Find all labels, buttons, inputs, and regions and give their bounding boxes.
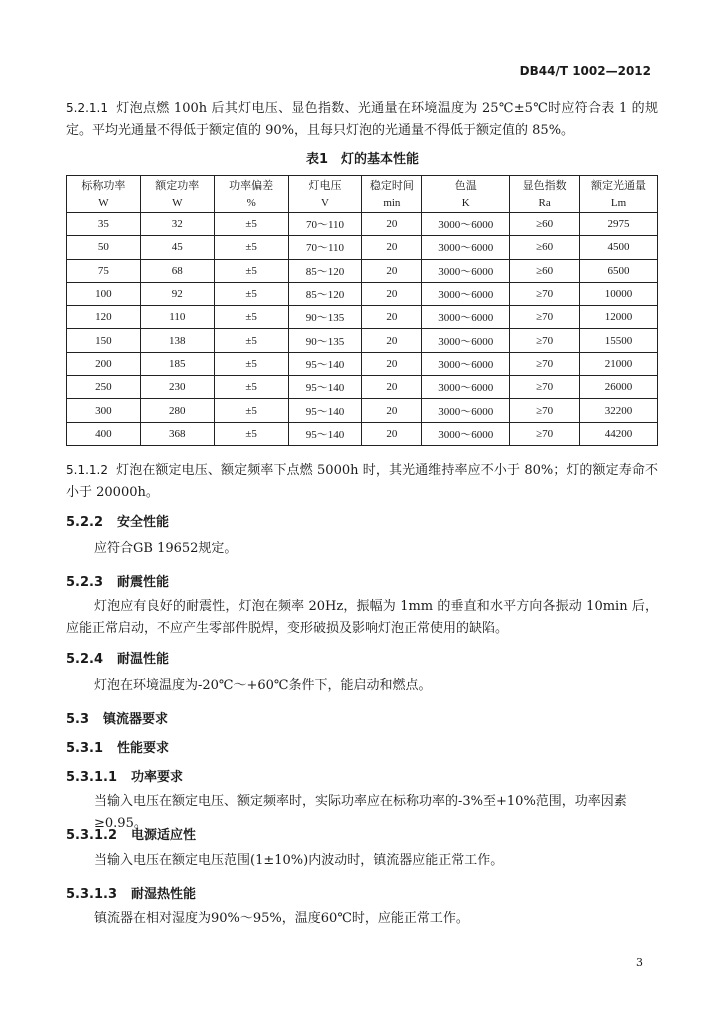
table-row <box>67 259 658 282</box>
table-cell: ±5 <box>214 422 288 445</box>
section-number: 5.2.3 <box>66 575 104 590</box>
table-cell: 26000 <box>580 376 658 399</box>
clause-text: 灯泡在额定电压、额定频率下点燃 5000h 时，其光通维持率应不小于 80%；灯的额定寿命不小于 20000h。 <box>66 463 658 500</box>
table-cell: 90～135 <box>288 306 362 329</box>
table-cell: ±5 <box>214 352 288 375</box>
column-header: 色温 <box>422 176 510 195</box>
section-5-2-3-body: 灯泡应有良好的耐震性，灯泡在频率 20Hz，振幅为 1mm 的垂直和水平方向各振动 10min 后，应能正常启动，不应产生零部件脱焊，变形破损及影响灯泡正常使用的缺陷。 <box>66 599 658 636</box>
column-header: 标称功率 <box>67 176 141 195</box>
table-cell: 100 <box>67 282 141 305</box>
table-cell: 150 <box>67 329 141 352</box>
section-5-2-4-heading <box>66 648 169 667</box>
column-unit: K <box>422 194 510 213</box>
section-number: 5.2.2 <box>66 515 104 530</box>
table-cell: 35 <box>67 213 141 236</box>
table-row <box>67 329 658 352</box>
table-row <box>67 352 658 375</box>
column-header: 稳定时间 <box>362 176 422 195</box>
table-cell: 3000～6000 <box>422 399 510 422</box>
section-5-3-1-2-body: 当输入电压在额定电压范围(1±10%)内波动时，镇流器应能正常工作。 <box>94 853 504 868</box>
table-cell: 6500 <box>580 259 658 282</box>
table-cell: ±5 <box>214 236 288 259</box>
section-5-3-heading <box>66 708 168 727</box>
table-cell: ±5 <box>214 329 288 352</box>
table-header-row <box>67 176 658 195</box>
section-5-2-2-heading <box>66 511 169 530</box>
column-header: 显色指数 <box>510 176 580 195</box>
table-row <box>67 236 658 259</box>
section-title: 耐温性能 <box>117 652 170 667</box>
table-cell: 20 <box>362 306 422 329</box>
page-number: 3 <box>636 956 643 969</box>
section-title: 镇流器要求 <box>103 712 169 727</box>
section-title: 安全性能 <box>117 515 170 530</box>
column-unit: Lm <box>580 194 658 213</box>
section-5-3-1-3-heading <box>66 883 196 902</box>
table-cell: 200 <box>67 352 141 375</box>
table-cell: 15500 <box>580 329 658 352</box>
table-cell: 20 <box>362 259 422 282</box>
column-header: 功率偏差 <box>214 176 288 195</box>
table-cell: 230 <box>140 376 214 399</box>
table-cell: ±5 <box>214 259 288 282</box>
clause-5-1-1-2 <box>66 459 658 504</box>
table-title: 表1 灯的基本性能 <box>305 152 420 167</box>
table-cell: 138 <box>140 329 214 352</box>
table-cell: 3000～6000 <box>422 329 510 352</box>
table-cell: 20 <box>362 282 422 305</box>
table-cell: 280 <box>140 399 214 422</box>
table-cell: 3000～6000 <box>422 259 510 282</box>
document-code: DB44/T 1002—2012 <box>519 64 651 78</box>
table-cell: ±5 <box>214 399 288 422</box>
table-cell: 68 <box>140 259 214 282</box>
table-cell: 400 <box>67 422 141 445</box>
table-row <box>67 399 658 422</box>
table-cell: 110 <box>140 306 214 329</box>
table-cell: 120 <box>67 306 141 329</box>
table-cell: 300 <box>67 399 141 422</box>
section-5-3-1-heading <box>66 737 169 756</box>
section-5-3-1-1-heading <box>66 766 183 785</box>
table-cell: 10000 <box>580 282 658 305</box>
section-title: 耐湿热性能 <box>131 887 197 902</box>
table-cell: ≥60 <box>510 259 580 282</box>
table-cell: 250 <box>67 376 141 399</box>
table-cell: 32 <box>140 213 214 236</box>
table-cell: 20 <box>362 236 422 259</box>
table-cell: ≥60 <box>510 236 580 259</box>
section-5-3-1-1-body: 当输入电压在额定电压、额定频率时，实际功率应在标称功率的-3%至+10%范围，功率因素≥0.95。 <box>94 794 627 831</box>
table-cell: 21000 <box>580 352 658 375</box>
section-number: 5.3.1.1 <box>66 770 117 785</box>
table-cell: 20 <box>362 329 422 352</box>
column-unit: % <box>214 194 288 213</box>
table-cell: ≥70 <box>510 376 580 399</box>
table-cell: 95～140 <box>288 376 362 399</box>
table-cell: 75 <box>67 259 141 282</box>
table-cell: 3000～6000 <box>422 376 510 399</box>
table-cell: 70～110 <box>288 213 362 236</box>
table-cell: 3000～6000 <box>422 422 510 445</box>
table-cell: 20 <box>362 399 422 422</box>
table-cell: 45 <box>140 236 214 259</box>
table-row <box>67 213 658 236</box>
section-number: 5.3.1.3 <box>66 887 117 902</box>
table-cell: 2975 <box>580 213 658 236</box>
table-cell: 44200 <box>580 422 658 445</box>
table-row <box>67 306 658 329</box>
table-unit-row <box>67 194 658 213</box>
clause-5-2-1-1 <box>66 97 658 142</box>
table-cell: 95～140 <box>288 399 362 422</box>
table-cell: 95～140 <box>288 352 362 375</box>
column-header: 额定功率 <box>140 176 214 195</box>
table-row <box>67 422 658 445</box>
column-unit: W <box>140 194 214 213</box>
clause-number: 5.2.1.1 <box>66 101 108 115</box>
table-cell: 20 <box>362 422 422 445</box>
column-unit: min <box>362 194 422 213</box>
column-unit: W <box>67 194 141 213</box>
section-5-2-3-heading <box>66 571 169 590</box>
table-cell: 70～110 <box>288 236 362 259</box>
section-title: 电源适应性 <box>131 828 197 843</box>
table-cell: 4500 <box>580 236 658 259</box>
clause-text: 灯泡点燃 100h 后其灯电压、显色指数、光通量在环境温度为 25℃±5℃时应符合表 1 的规定。平均光通量不得低于额定值的 90%，且每只灯泡的光通量不得低于额定值的 85%。 <box>66 101 658 138</box>
table-cell: 92 <box>140 282 214 305</box>
section-number: 5.3.1 <box>66 741 104 756</box>
lamp-performance-table <box>66 175 658 446</box>
table-cell: 20 <box>362 376 422 399</box>
table-cell: ≥70 <box>510 329 580 352</box>
section-title: 功率要求 <box>131 770 184 785</box>
table-cell: 95～140 <box>288 422 362 445</box>
table-cell: 85～120 <box>288 282 362 305</box>
table-cell: 20 <box>362 352 422 375</box>
column-header: 额定光通量 <box>580 176 658 195</box>
column-unit: Ra <box>510 194 580 213</box>
table-cell: 85～120 <box>288 259 362 282</box>
section-5-3-1-3-body: 镇流器在相对湿度为90%～95%，温度60℃时，应能正常工作。 <box>94 911 469 926</box>
table-cell: 3000～6000 <box>422 282 510 305</box>
section-5-2-4-body: 灯泡在环境温度为-20℃～+60℃条件下，能启动和燃点。 <box>94 678 432 693</box>
table-cell: 368 <box>140 422 214 445</box>
table-cell: 185 <box>140 352 214 375</box>
section-number: 5.3 <box>66 712 90 727</box>
table-row <box>67 376 658 399</box>
table-cell: 32200 <box>580 399 658 422</box>
table-cell: ±5 <box>214 213 288 236</box>
table-cell: 12000 <box>580 306 658 329</box>
clause-number: 5.1.1.2 <box>66 463 108 477</box>
table-cell: 20 <box>362 213 422 236</box>
table-cell: ±5 <box>214 376 288 399</box>
table-cell: 3000～6000 <box>422 352 510 375</box>
table-cell: 3000～6000 <box>422 306 510 329</box>
table-cell: ≥70 <box>510 306 580 329</box>
column-unit: V <box>288 194 362 213</box>
table-cell: ±5 <box>214 282 288 305</box>
table-cell: ±5 <box>214 306 288 329</box>
section-title: 耐震性能 <box>117 575 170 590</box>
table-cell: ≥70 <box>510 352 580 375</box>
table-cell: ≥70 <box>510 422 580 445</box>
table-cell: ≥60 <box>510 213 580 236</box>
table-cell: 3000～6000 <box>422 213 510 236</box>
section-5-2-2-body: 应符合GB 19652规定。 <box>94 541 238 556</box>
table-row <box>67 282 658 305</box>
table-cell: 50 <box>67 236 141 259</box>
table-cell: ≥70 <box>510 282 580 305</box>
section-number: 5.2.4 <box>66 652 104 667</box>
table-cell: 90～135 <box>288 329 362 352</box>
table-cell: ≥70 <box>510 399 580 422</box>
section-5-3-1-2-heading <box>66 824 196 843</box>
table-cell: 3000～6000 <box>422 236 510 259</box>
section-title: 性能要求 <box>117 741 170 756</box>
section-number: 5.3.1.2 <box>66 828 117 843</box>
column-header: 灯电压 <box>288 176 362 195</box>
